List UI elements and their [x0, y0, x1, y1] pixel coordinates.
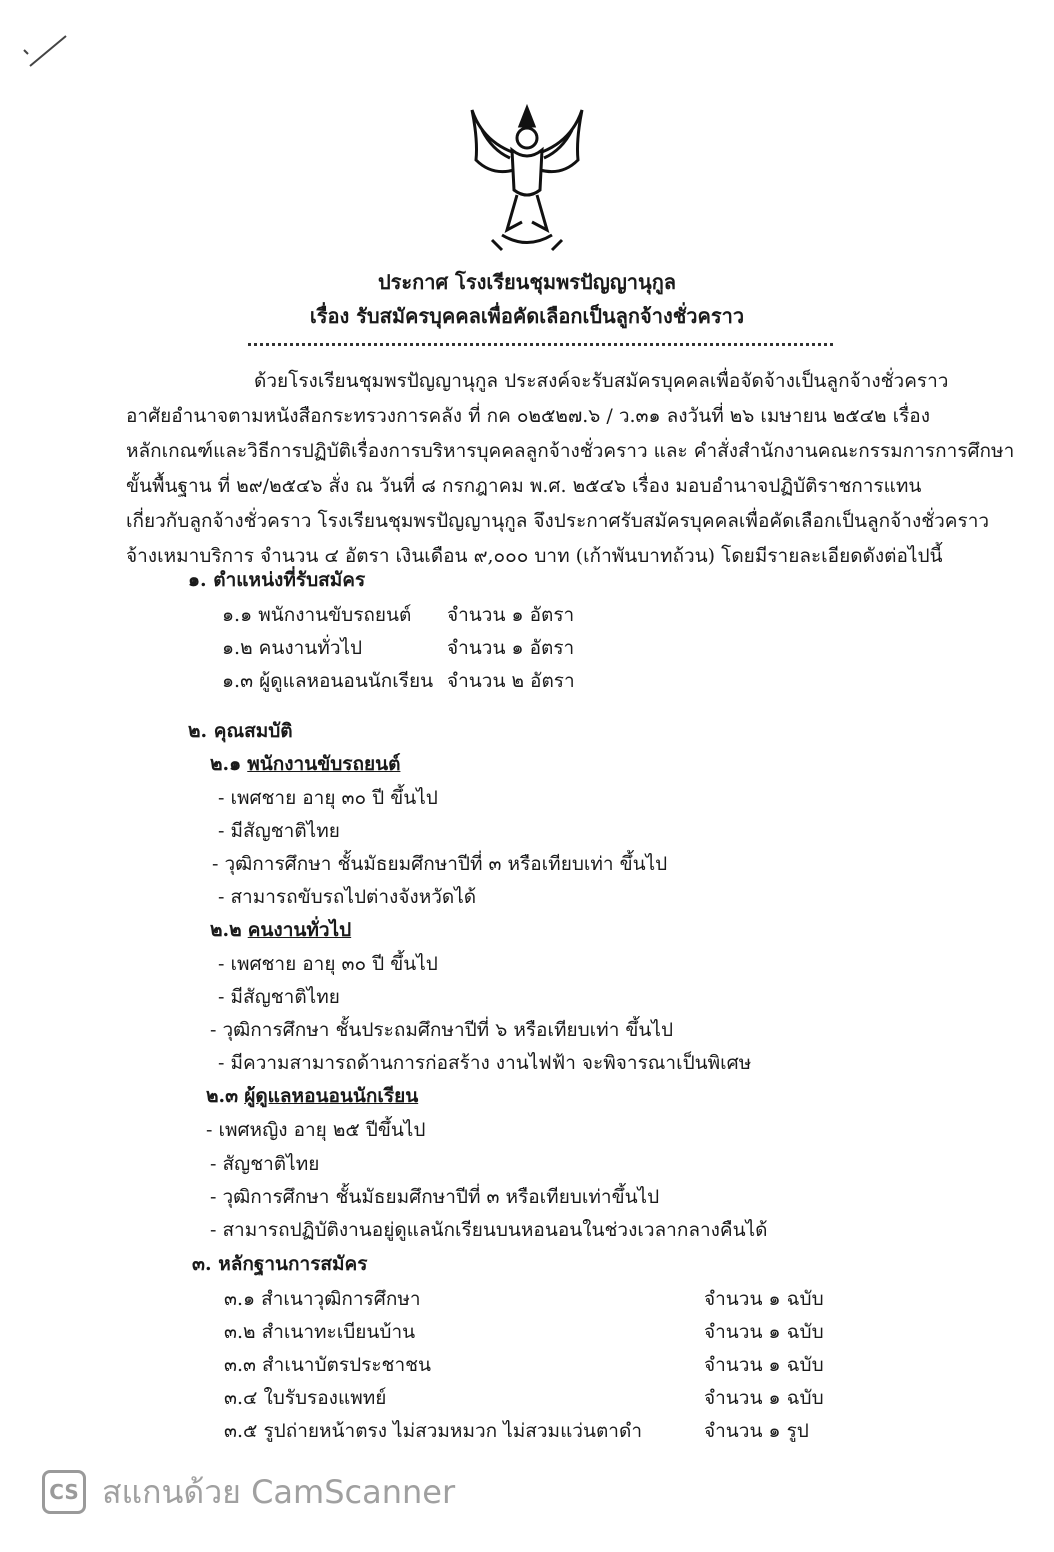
dotted-divider — [248, 343, 833, 346]
qualification-item: - วุฒิการศึกษา ชั้นมัธยมศึกษาปีที่ ๓ หรือเทียบเท่า ขึ้นไป — [212, 853, 668, 875]
qualification-item: - มีความสามารถด้านการก่อสร้าง งานไฟฟ้า จะพิจารณาเป็นพิเศษ — [218, 1052, 752, 1074]
position-count: จำนวน ๑ อัตรา — [447, 637, 575, 659]
qualification-item: - เพศชาย อายุ ๓๐ ปี ขึ้นไป — [218, 787, 438, 809]
document-label: ๓.๑ สำเนาวุฒิการศึกษา — [224, 1288, 421, 1310]
qualification-item: - เพศหญิง อายุ ๒๕ ปีขึ้นไป — [206, 1119, 426, 1141]
qualification-item: - สามารถขับรถไปต่างจังหวัดได้ — [218, 886, 477, 908]
intro-line: ด้วยโรงเรียนชุมพรปัญญานุกูล ประสงค์จะรับสมัครบุคคลเพื่อจัดจ้างเป็นลูกจ้างชั่วคราว — [254, 370, 949, 392]
document-count: จำนวน ๑ รูป — [704, 1420, 809, 1442]
qualification-title: คนงานทั่วไป — [247, 919, 352, 941]
pen-mark — [22, 30, 72, 70]
garuda-emblem-icon — [462, 100, 592, 260]
document-count: จำนวน ๑ ฉบับ — [704, 1387, 824, 1409]
intro-line: หลักเกณฑ์และวิธีการปฏิบัติเรื่องการบริหารบุคคลลูกจ้างชั่วคราว และ คำสั่งสำนักงานคณะกรรมการการศึกษา — [126, 440, 1015, 462]
document-label: ๓.๕ รูปถ่ายหน้าตรง ไม่สวมหมวก ไม่สวมแว่นตาดำ — [224, 1420, 642, 1442]
announcement-subject: เรื่อง รับสมัครบุคคลเพื่อคัดเลือกเป็นลูกจ้างชั่วคราว — [309, 304, 745, 328]
section2-heading: ๒. คุณสมบัติ — [188, 720, 293, 742]
qualification-item: - มีสัญชาติไทย — [218, 986, 340, 1008]
qualification-number: ๒.๒ — [210, 919, 242, 941]
qualification-item: - สามารถปฏิบัติงานอยู่ดูแลนักเรียนบนหอนอนในช่วงเวลากลางคืนได้ — [210, 1219, 768, 1241]
watermark-text: สแกนด้วย CamScanner — [102, 1472, 456, 1511]
document-label: ๓.๓ สำเนาบัตรประชาชน — [224, 1354, 431, 1376]
position-label: ๑.๑ พนักงานขับรถยนต์ — [222, 604, 412, 626]
document-count: จำนวน ๑ ฉบับ — [704, 1288, 824, 1310]
qualification-item: - วุฒิการศึกษา ชั้นมัธยมศึกษาปีที่ ๓ หรือเทียบเท่าขึ้นไป — [210, 1186, 660, 1208]
intro-line: อาศัยอำนาจตามหนังสือกระทรวงการคลัง ที่ กค ๐๒๕๒๗.๖ / ว.๓๑ ลงวันที่ ๒๖ เมษายน ๒๕๔๒ เรื่อง — [126, 405, 930, 427]
qualification-number: ๒.๑ — [210, 753, 242, 775]
position-label: ๑.๒ คนงานทั่วไป — [222, 637, 363, 659]
position-count: จำนวน ๒ อัตรา — [447, 670, 575, 692]
qualification-item: - มีสัญชาติไทย — [218, 820, 340, 842]
camscanner-logo-icon: CS — [42, 1470, 86, 1514]
qualification-number: ๒.๓ — [206, 1085, 239, 1107]
qualification-title: ผู้ดูแลหอนอนนักเรียน — [244, 1085, 419, 1107]
document-label: ๓.๔ ใบรับรองแพทย์ — [224, 1387, 387, 1409]
camscanner-watermark — [42, 1466, 455, 1518]
document-label: ๓.๒ สำเนาทะเบียนบ้าน — [224, 1321, 416, 1343]
qualification-heading — [210, 915, 351, 945]
section1-heading: ๑. ตำแหน่งที่รับสมัคร — [188, 569, 366, 591]
intro-line: เกี่ยวกับลูกจ้างชั่วคราว โรงเรียนชุมพรปัญญานุกูล จึงประกาศรับสมัครบุคคลเพื่อคัดเลือกเป็นลูกจ้างชั่วคราว — [126, 510, 990, 532]
qualification-item: - วุฒิการศึกษา ชั้นประถมศึกษาปีที่ ๖ หรือเทียบเท่า ขึ้นไป — [210, 1019, 674, 1041]
document-count: จำนวน ๑ ฉบับ — [704, 1354, 824, 1376]
intro-paragraph — [126, 364, 1015, 574]
intro-line: ขั้นพื้นฐาน ที่ ๒๙/๒๕๔๖ สั่ง ณ วันที่ ๘ กรกฎาคม พ.ศ. ๒๕๔๖ เรื่อง มอบอำนาจปฏิบัติราชการแทน — [126, 475, 922, 497]
intro-line: จ้างเหมาบริการ จำนวน ๔ อัตรา เงินเดือน ๙,๐๐๐ บาท (เก้าพันบาทถ้วน) โดยมีรายละเอียดดังต่อไปนี้ — [126, 545, 943, 567]
qualification-item: - เพศชาย อายุ ๓๐ ปี ขึ้นไป — [218, 953, 438, 975]
position-label: ๑.๓ ผู้ดูแลหอนอนนักเรียน — [222, 670, 434, 692]
qualification-title: พนักงานขับรถยนต์ — [247, 753, 401, 775]
qualification-heading — [210, 749, 400, 779]
qualification-item: - สัญชาติไทย — [210, 1153, 320, 1175]
document-count: จำนวน ๑ ฉบับ — [704, 1321, 824, 1343]
qualification-heading — [206, 1081, 418, 1111]
position-count: จำนวน ๑ อัตรา — [447, 604, 575, 626]
section3-heading: ๓. หลักฐานการสมัคร — [192, 1253, 368, 1275]
announcement-title: ประกาศ โรงเรียนชุมพรปัญญานุกูล — [377, 270, 677, 294]
